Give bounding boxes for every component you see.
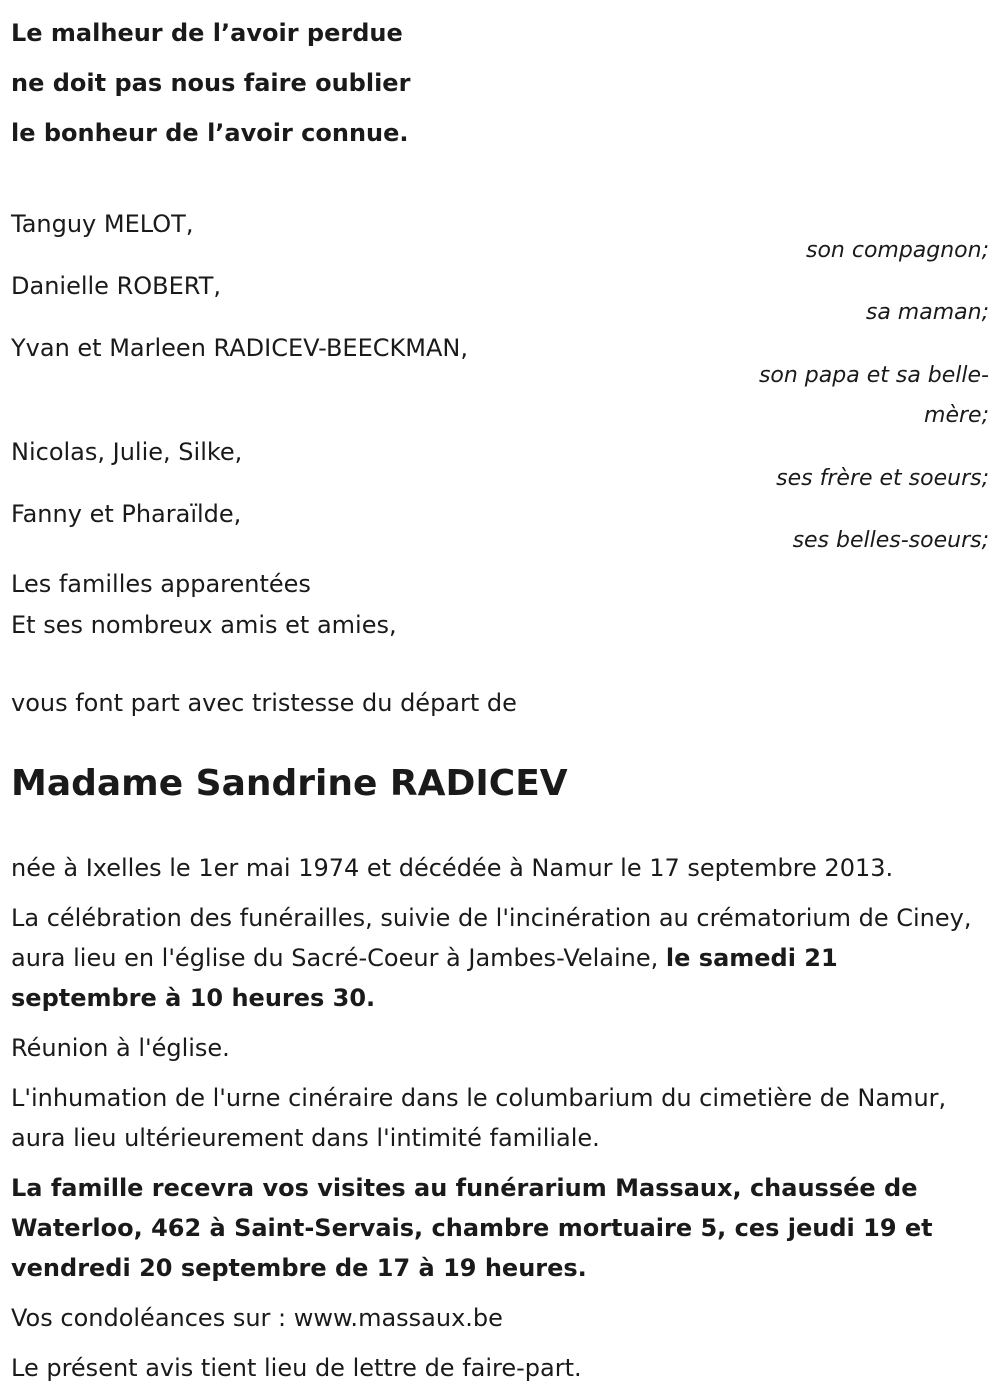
family-member bbox=[11, 432, 991, 498]
poem-line: ne doit pas nous faire oublier bbox=[11, 69, 411, 97]
family-member-relation: ses belles-soeurs; bbox=[792, 528, 989, 553]
birth-death-text: née à Ixelles le 1er mai 1974 et décédée à Namur le 17 septembre 2013. bbox=[11, 854, 894, 882]
ceremony-date: le samedi 21 septembre à 10 heures 30. bbox=[11, 944, 838, 1012]
family-member-name: Nicolas, Julie, Silke, bbox=[11, 438, 243, 466]
family-member bbox=[11, 204, 991, 270]
notice-text: Le présent avis tient lieu de lettre de faire-part. bbox=[11, 1354, 582, 1382]
visits-text: La famille recevra vos visites au funérarium Massaux, chaussée de Waterloo, 462 à Saint-Servais, chambre mortuaire 5, ces jeudi 19 et vendredi 20 septembre de 17 à 19 heures. bbox=[11, 1174, 933, 1282]
family-member-name: Tanguy MELOT, bbox=[11, 210, 194, 238]
poem-line: Le malheur de l’avoir perdue bbox=[11, 19, 403, 47]
extra-families-line: Les familles apparentées bbox=[11, 570, 311, 598]
condolences-text: Vos condoléances sur : www.massaux.be bbox=[11, 1304, 503, 1332]
family-member bbox=[11, 266, 991, 332]
extra-families bbox=[11, 564, 991, 646]
obituary-notice bbox=[11, 0, 991, 1398]
family-member-relation: son papa et sa belle-mère; bbox=[758, 363, 989, 428]
family-member-name: Danielle ROBERT, bbox=[11, 272, 221, 300]
extra-families-line: Et ses nombreux amis et amies, bbox=[11, 611, 397, 639]
poem bbox=[11, 8, 991, 158]
poem-line: le bonheur de l’avoir connue. bbox=[11, 119, 409, 147]
family-member-name: Fanny et Pharaïlde, bbox=[11, 500, 242, 528]
family-member-relation: son compagnon; bbox=[805, 238, 989, 263]
family-member-name: Yvan et Marleen RADICEV-BEECKMAN, bbox=[11, 334, 468, 362]
deceased-name: Madame Sandrine RADICEV bbox=[11, 763, 568, 804]
family-member-relation: ses frère et soeurs; bbox=[776, 466, 989, 491]
inhumation-text: L'inhumation de l'urne cinéraire dans le columbarium du cimetière de Namur, aura lieu ultérieurement dans l'intimité familiale. bbox=[11, 1084, 947, 1152]
family-member-relation: sa maman; bbox=[865, 300, 989, 325]
family-member bbox=[11, 494, 991, 560]
meeting-text: Réunion à l'église. bbox=[11, 1034, 230, 1062]
ceremony-text-regular: La célébration des funérailles, suivie de l'incinération au crématorium de Ciney, aura lieu en l'église du Sacré-Coeur à Jambes-Velaine, bbox=[11, 904, 972, 972]
family-list bbox=[11, 204, 991, 560]
announcement: vous font part avec tristesse du départ de bbox=[11, 689, 517, 717]
details bbox=[11, 848, 991, 1388]
ceremony-text bbox=[11, 898, 991, 1018]
family-member bbox=[11, 328, 991, 436]
